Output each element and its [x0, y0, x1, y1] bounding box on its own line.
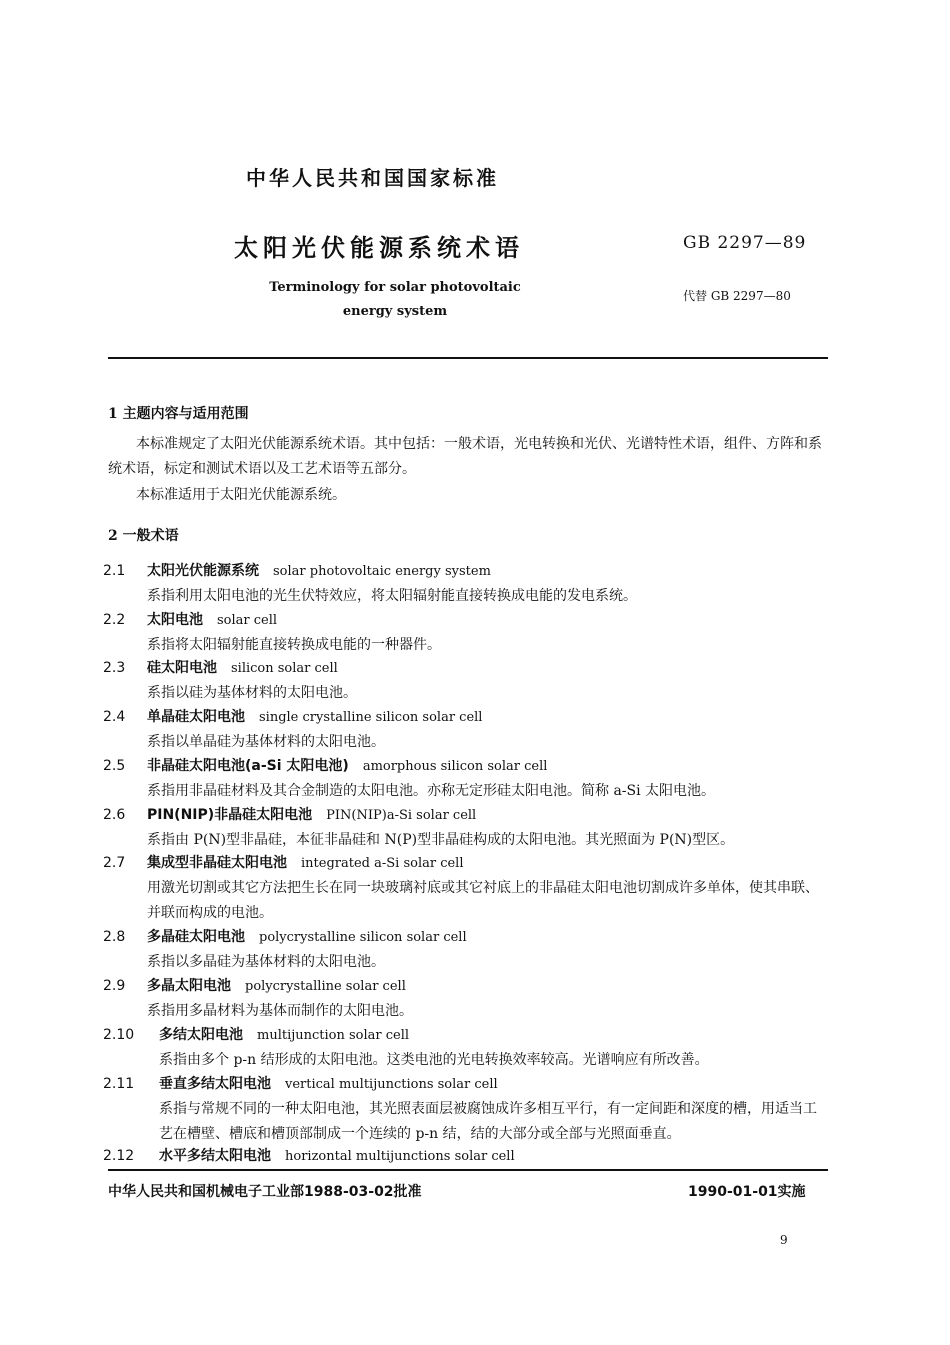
- term-number: 2.3: [103, 660, 126, 676]
- term-2-8: [103, 926, 467, 946]
- term-english: amorphous silicon solar cell: [362, 759, 548, 774]
- term-english: single crystalline silicon solar cell: [259, 710, 483, 725]
- term-2-3: [103, 657, 338, 677]
- term-number: 2.12: [103, 1148, 135, 1164]
- term-2-12: [103, 1145, 515, 1165]
- term-english: solar photovoltaic energy system: [273, 564, 491, 579]
- term-english: silicon solar cell: [231, 661, 338, 676]
- approval-line: 中华人民共和国机械电子工业部1988-03-02批准: [108, 1184, 422, 1200]
- effective-date: 1990-01-01实施: [688, 1184, 806, 1200]
- term-chinese: PIN(NIP)非晶硅太阳电池: [147, 807, 313, 823]
- term-chinese: 水平多结太阳电池: [159, 1148, 271, 1164]
- section-1-paragraph-2: 本标准适用于太阳光伏能源系统。: [136, 487, 346, 503]
- term-number: 2.1: [103, 563, 126, 579]
- term-english: integrated a-Si solar cell: [301, 856, 464, 871]
- term-2-2: [103, 609, 277, 629]
- term-2-2-definition: 系指将太阳辐射能直接转换成电能的一种器件。: [147, 637, 441, 653]
- term-2-7: [103, 852, 464, 872]
- term-number: 2.9: [103, 978, 126, 994]
- term-2-5-definition: 系指用非晶硅材料及其合金制造的太阳电池。亦称无定形硅太阳电池。简称 a-Si 太阳电池。: [147, 783, 716, 799]
- national-standard-title: 中华人民共和国国家标准: [246, 166, 499, 190]
- section-1-paragraph-1: 本标准规定了太阳光伏能源系统术语。其中包括：一般术语，光电转换和光伏、光谱特性术语，组件、方阵和系统术语，标定和测试术语以及工艺术语等五部分。: [108, 436, 822, 477]
- term-2-6-definition: 系指由 P(N)型非晶硅，本征非晶硅和 N(P)型非晶硅构成的太阳电池。其光照面为 P(N)型区。: [147, 832, 735, 848]
- term-chinese: 多结太阳电池: [159, 1027, 243, 1043]
- footer-divider: [108, 1169, 828, 1171]
- term-2-6: [103, 804, 476, 824]
- term-2-8-definition: 系指以多晶硅为基体材料的太阳电池。: [147, 954, 385, 970]
- section-1-heading: 1 主题内容与适用范围: [108, 406, 249, 422]
- term-2-10: [103, 1024, 409, 1044]
- term-number: 2.2: [103, 612, 126, 628]
- term-number: 2.7: [103, 855, 126, 871]
- term-english: polycrystalline silicon solar cell: [259, 930, 467, 945]
- term-2-5: [103, 755, 547, 775]
- english-title: [250, 276, 540, 324]
- term-chinese: 单晶硅太阳电池: [147, 709, 245, 725]
- term-number: 2.8: [103, 929, 126, 945]
- term-number: 2.4: [103, 709, 126, 725]
- standard-title: 太阳光伏能源系统术语: [234, 233, 524, 262]
- term-chinese: 硅太阳电池: [147, 660, 217, 676]
- header-divider: [108, 357, 828, 359]
- term-chinese: 太阳电池: [147, 612, 203, 628]
- term-2-11: [103, 1073, 498, 1093]
- term-2-11-definition: 系指与常规不同的一种太阳电池，其光照表面层被腐蚀成许多相互平行，有一定间距和深度的槽，用适当工艺在槽壁、槽底和槽顶部制成一个连续的 p-n 结，结的大部分或全部与光照面垂直。: [159, 1101, 817, 1142]
- section-2-heading: 2 一般术语: [108, 528, 179, 544]
- term-2-9: [103, 975, 406, 995]
- standard-code: GB 2297—89: [683, 233, 807, 253]
- term-number: 2.10: [103, 1027, 135, 1043]
- term-2-1-definition: 系指利用太阳电池的光生伏特效应，将太阳辐射能直接转换成电能的发电系统。: [147, 588, 637, 604]
- term-chinese: 多晶硅太阳电池: [147, 929, 245, 945]
- term-2-9-definition: 系指用多晶材料为基体而制作的太阳电池。: [147, 1003, 413, 1019]
- term-number: 2.11: [103, 1076, 135, 1092]
- page-number: 9: [780, 1233, 788, 1247]
- term-2-1: [103, 560, 491, 580]
- english-title-line1: Terminology for solar photovoltaic: [269, 280, 521, 295]
- term-english: PIN(NIP)a-Si solar cell: [326, 808, 477, 823]
- term-2-7-definition: 用激光切割或其它方法把生长在同一块玻璃衬底或其它衬底上的非晶硅太阳电池切割成许多单体，使其串联、并联而构成的电池。: [147, 880, 819, 921]
- term-2-4-definition: 系指以单晶硅为基体材料的太阳电池。: [147, 734, 385, 750]
- replaces-note: 代替 GB 2297—80: [683, 289, 791, 303]
- term-number: 2.6: [103, 807, 126, 823]
- term-english: multijunction solar cell: [257, 1028, 410, 1043]
- term-english: polycrystalline solar cell: [245, 979, 406, 994]
- term-chinese: 垂直多结太阳电池: [159, 1076, 271, 1092]
- term-chinese: 太阳光伏能源系统: [147, 563, 259, 579]
- english-title-line2: energy system: [342, 304, 448, 319]
- term-chinese: 非晶硅太阳电池(a-Si 太阳电池): [147, 758, 349, 774]
- term-english: solar cell: [217, 613, 278, 628]
- term-2-10-definition: 系指由多个 p-n 结形成的太阳电池。这类电池的光电转换效率较高。光谱响应有所改善。: [159, 1052, 709, 1068]
- term-english: vertical multijunctions solar cell: [285, 1077, 498, 1092]
- term-number: 2.5: [103, 758, 126, 774]
- term-2-3-definition: 系指以硅为基体材料的太阳电池。: [147, 685, 357, 701]
- term-chinese: 多晶太阳电池: [147, 978, 231, 994]
- term-2-4: [103, 706, 482, 726]
- term-english: horizontal multijunctions solar cell: [285, 1149, 515, 1164]
- term-chinese: 集成型非晶硅太阳电池: [147, 855, 287, 871]
